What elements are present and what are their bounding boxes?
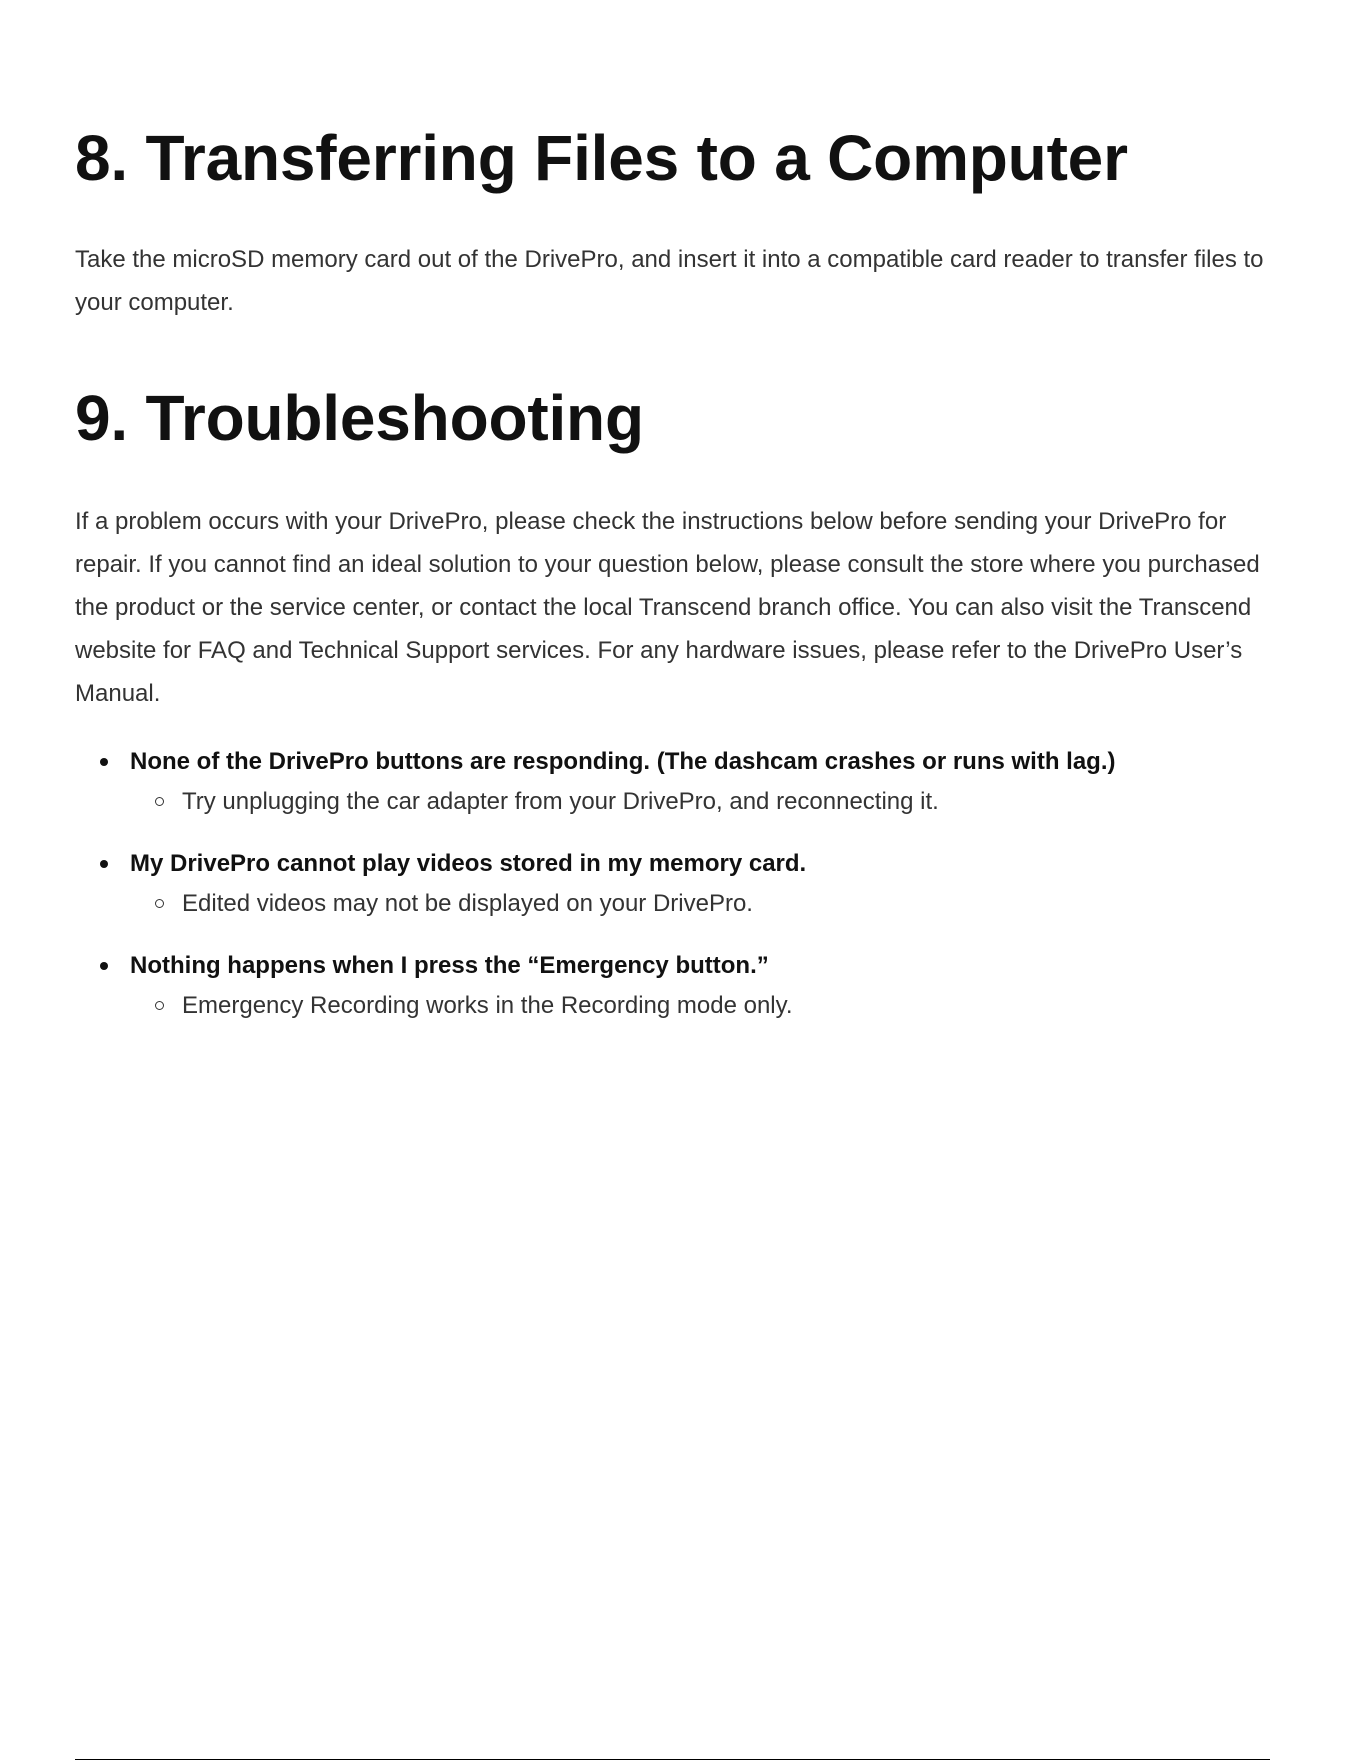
- list-item: [130, 884, 1295, 924]
- section-9-heading: 9. Troubleshooting: [75, 382, 644, 454]
- bullet-circle-icon: [155, 797, 164, 806]
- answer-list: [130, 884, 1295, 924]
- issue-title: My DrivePro cannot play videos stored in my memory card.: [130, 850, 807, 877]
- bullet-circle-icon: [155, 1001, 164, 1010]
- page-bottom-divider: [75, 1759, 1270, 1760]
- issue-title: None of the DrivePro buttons are responding. (The dashcam crashes or runs with lag.): [130, 748, 1116, 775]
- section-8-paragraph: Take the microSD memory card out of the DrivePro, and insert it into a compatible card reader to transfer files to your computer.: [75, 246, 1264, 316]
- bullet-disc-icon: [100, 860, 108, 868]
- troubleshooting-list: [75, 742, 1295, 1048]
- bullet-disc-icon: [100, 962, 108, 970]
- section-8-heading: 8. Transferring Files to a Computer: [75, 122, 1128, 194]
- section-9-paragraph: If a problem occurs with your DrivePro, please check the instructions below before sending your DrivePro for repair. If you cannot find an ideal solution to your question below, please consult the store where you purchased the product or the service center, or contact the local Transcend branch office. You can also visit the Transcend website for FAQ and Technical Support services. For any hardware issues, please refer to the DrivePro User’s Manual.: [75, 508, 1260, 707]
- issue-answer: Edited videos may not be displayed on your DrivePro.: [182, 890, 753, 917]
- issue-answer: Try unplugging the car adapter from your DrivePro, and reconnecting it.: [182, 788, 939, 815]
- list-item: [130, 782, 1295, 822]
- answer-list: [130, 986, 1295, 1026]
- list-item: [130, 986, 1295, 1026]
- bullet-circle-icon: [155, 899, 164, 908]
- answer-list: [130, 782, 1295, 822]
- bullet-disc-icon: [100, 758, 108, 766]
- issue-answer: Emergency Recording works in the Recording mode only.: [182, 992, 793, 1019]
- list-item: [75, 946, 1295, 1026]
- issue-title: Nothing happens when I press the “Emergency button.”: [130, 952, 769, 979]
- list-item: [75, 742, 1295, 822]
- list-item: [75, 844, 1295, 924]
